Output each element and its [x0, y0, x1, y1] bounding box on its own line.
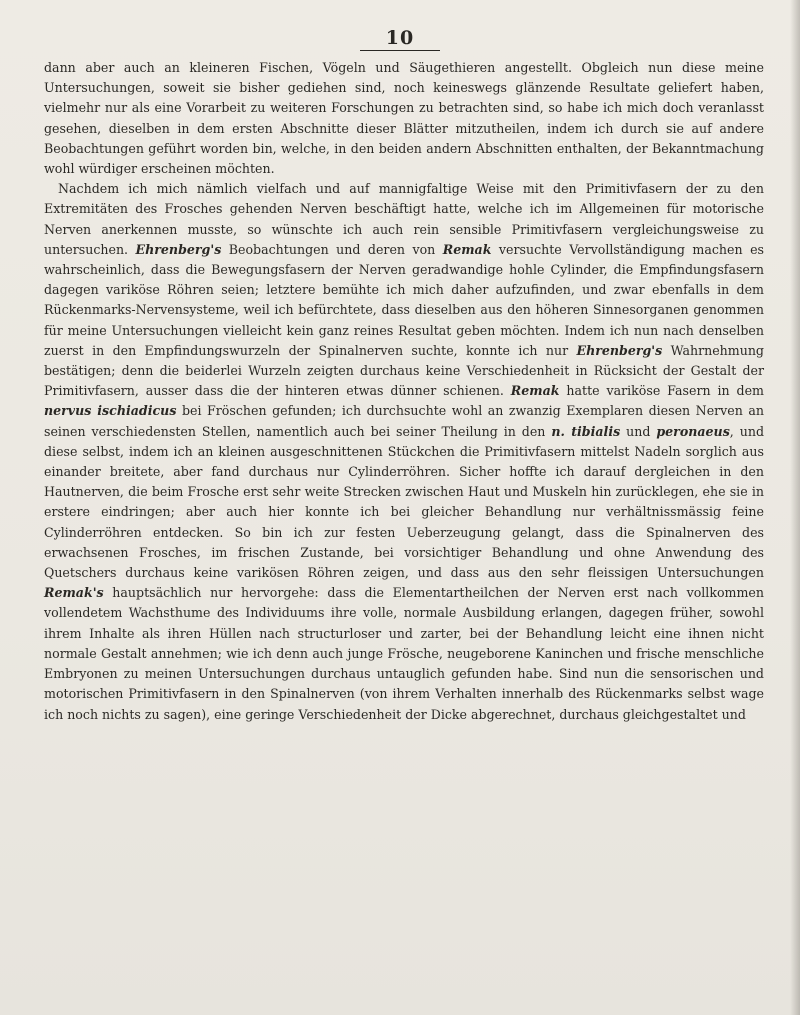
text-run: , und diese selbst, indem ich an kleinen ausgeschnittenen Stückchen die Primitivfasern mittelst Nadeln sorglich aus einander breitete, aber fand durchaus nur Cylinderröhren. Sicher hoffte ich darauf dergleichen in den Hautnerven, die beim Frosche erst sehr weite Strecken zwischen Haut und Muskeln hin zurücklegen, ehe sie in erstere eindringen; aber auch hier konnte ich bei gleicher Behandlung nur verhältnissmässig feine Cylinderröhren entdecken. So bin ich zur festen Ueberzeugung gelangt, dass die Spinalnerven des erwachsenen Frosches, im frischen Zustande, bei vorsichtiger Behandlung und ohne Anwendung des Quetschers durchaus keine varikösen Röhren zeigen, und dass aus den sehr fleissigen Untersuchungen [44, 423, 765, 581]
text-run: Beobachtungen und deren von [221, 241, 443, 257]
paragraph [44, 58, 764, 179]
text-run: Nachdem ich mich nämlich vielfach und auf mannigfaltige Weise mit den Primitivfasern der zu den Extremitäten des Frosches gehenden Nerven beschäftigt hatte, welche ich im Allgemeinen für motorische Nerven anerkennen musste, so wünschte ich auch rein sensible Primitivfasern vergleichungsweise zu untersuchen. [44, 181, 764, 257]
body-text [44, 58, 764, 725]
text-run: versuchte Vervollständigung machen es wahrscheinlich, dass die Bewegungsfasern der Nerven geradwandige hohle Cylinder, die Empfindungsfasern dagegen variköse Röhren seien; letztere bemühte ich mich daher aufzufinden, und zwar ebenfalls in dem Rückenmarks-Nervensysteme, weil ich befürchtete, dass dieselben aus den höheren Sinnesorganen genommen für meine Untersuchungen vielleicht kein ganz reines Resultat geben möchten. Indem ich nun nach denselben zuerst in den Empfindungswurzeln der Spinalnerven suchte, konnte ich nur [44, 241, 764, 358]
page-edge-shadow [790, 0, 800, 1015]
emphasized-text: Remak [510, 383, 560, 399]
emphasized-text: n. tibialis [551, 423, 621, 439]
emphasized-text: Ehrenberg's [576, 342, 663, 358]
text-run: bei Fröschen gefunden; ich durchsuchte wohl an zwanzig Exemplaren diesen Nerven an seinen verschiedensten Stellen, namentlich auch bei seiner Theilung in den [44, 403, 765, 439]
emphasized-text: peronaeus [656, 423, 730, 439]
page-number: 10 [360, 26, 440, 51]
emphasized-text: Ehrenberg's [135, 241, 222, 257]
emphasized-text: Remak's [44, 585, 104, 601]
paragraph [44, 179, 764, 724]
emphasized-text: Remak [442, 241, 492, 257]
emphasized-text: nervus ischiadicus [44, 403, 177, 419]
text-run: dann aber auch an kleineren Fischen, Vögeln und Säugethieren angestellt. Obgleich nun diese meine Untersuchungen, soweit sie bisher gediehen sind, noch keineswegs glänzende Resultate geliefert haben, vielmehr nur als eine Vorarbeit zu weiteren Forschungen zu betrachten sind, so habe ich mich doch veranlasst gesehen, dieselben in dem ersten Abschnitte dieser Blätter mitzutheilen, indem ich durch sie auf andere Beobachtungen geführt worden bin, welche, in den beiden andern Abschnitten enthalten, der Bekanntmachung wohl würdiger erscheinen möchten. [44, 60, 764, 177]
text-run: und [620, 423, 657, 439]
text-run: Wahrnehmung bestätigen; denn die beiderlei Wurzeln zeigten durchaus keine Verschiedenheit in Rücksicht der Gestalt der Primitivfasern, ausser dass die der hinteren etwas dünner schienen. [44, 342, 764, 399]
text-run: hatte variköse Fasern in dem [559, 383, 764, 399]
text-run: hauptsächlich nur hervorgehe: dass die Elementartheilchen der Nerven erst nach vollkommen vollendetem Wachsthume des Individuums ihre volle, normale Ausbildung erlangen, dagegen früher, sowohl ihrem Inhalte als ihren Hüllen nach structurloser und zarter, bei der Behandlung leicht eine ihnen nicht normale Gestalt annehmen; wie ich denn auch junge Frösche, neugeborene Kaninchen und frische menschliche Embryonen zu meinen Untersuchungen durchaus untauglich gefunden habe. Sind nun die sensorischen und motorischen Primitivfasern in den Spinalnerven (von ihrem Verhalten innerhalb des Rückenmarks selbst wage ich noch nichts zu sagen), eine geringe Verschiedenheit der Dicke abgerechnet, durchaus gleichgestaltet und [44, 585, 764, 722]
